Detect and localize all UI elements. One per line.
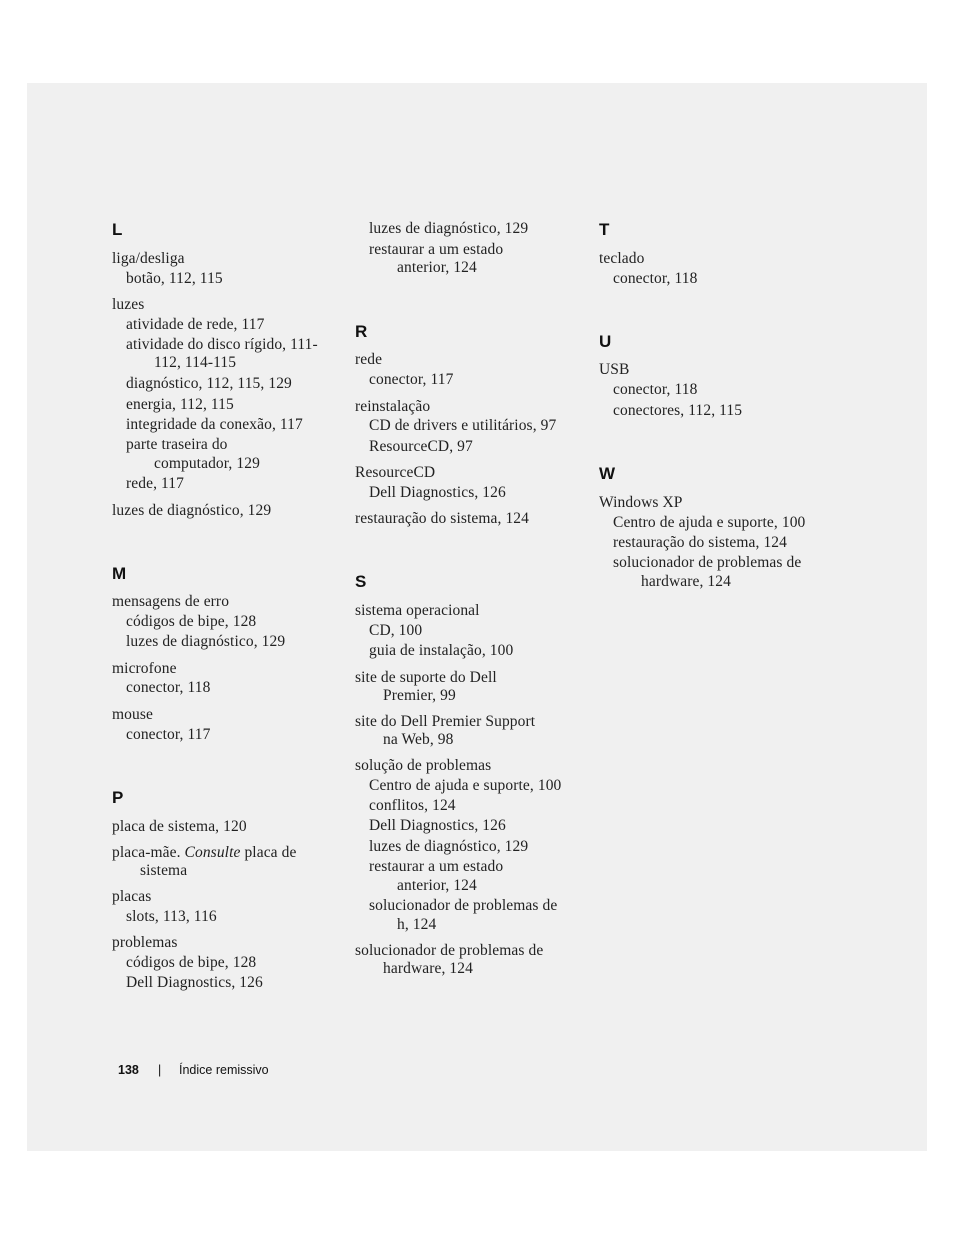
index-entry-resourcecd: ResourceCD	[355, 464, 436, 481]
index-subentry-restaurar-cont: anterior, 124	[397, 259, 477, 276]
consulte-label: Consulte	[184, 844, 241, 861]
index-entry-solucionador-hardware: solucionador de problemas de	[355, 942, 544, 959]
index-subentry-usb-conectores: conectores, 112, 115	[613, 402, 743, 419]
index-entry-usb: USB	[599, 361, 630, 378]
index-subentry-usb-conector: conector, 118	[613, 381, 698, 398]
index-entry-placa-mae	[112, 844, 296, 862]
index-subentry-microfone-conector: conector, 118	[126, 679, 211, 696]
section-letter-u: U	[599, 332, 612, 351]
index-subentry-guia: guia de instalação, 100	[369, 642, 514, 659]
index-entry-site-premier: site do Dell Premier Support	[355, 713, 536, 730]
index-subentry-restaurar: restaurar a um estado	[369, 241, 504, 258]
index-subentry-parte-traseira: parte traseira do	[126, 436, 228, 453]
index-entry-solucionador-hardware-cont: hardware, 124	[383, 960, 473, 977]
index-subentry-resourcecd: ResourceCD, 97	[369, 438, 473, 455]
index-subentry-cd-drivers: CD de drivers e utilitários, 97	[369, 417, 557, 434]
index-subentry-codigos-bipe: códigos de bipe, 128	[126, 613, 257, 630]
index-entry-site-suporte-cont: Premier, 99	[383, 687, 456, 704]
index-subentry-dell-diagnostics: Dell Diagnostics, 126	[126, 974, 263, 991]
section-letter-s: S	[355, 572, 367, 591]
footer-title: Índice remissivo	[179, 1063, 269, 1077]
index-entry-microfone: microfone	[112, 660, 177, 677]
index-entry-placa-mae-cont: sistema	[140, 862, 188, 879]
index-subentry-energia: energia, 112, 115	[126, 396, 234, 413]
index-subentry-luzes-diagnostico: luzes de diagnóstico, 129	[369, 838, 529, 855]
index-entry-reinstalacao: reinstalação	[355, 398, 431, 415]
index-subentry-solucionador: solucionador de problemas de	[613, 554, 802, 571]
index-entry-site-premier-cont: na Web, 98	[383, 731, 454, 748]
index-subentry-atividade-disco: atividade do disco rígido, 111-	[126, 336, 318, 353]
index-subentry-dell-diagnostics: Dell Diagnostics, 126	[369, 484, 506, 501]
index-subentry-centro-ajuda: Centro de ajuda e suporte, 100	[369, 777, 562, 794]
index-subentry-codigos-bipe: códigos de bipe, 128	[126, 954, 257, 971]
index-subentry-solucionador-cont: h, 124	[397, 916, 437, 933]
index-subentry-slots: slots, 113, 116	[126, 908, 217, 925]
index-subentry-conflitos: conflitos, 124	[369, 797, 456, 814]
index-subentry-solucionador: solucionador de problemas de	[369, 897, 558, 914]
index-entry-teclado: teclado	[599, 250, 645, 267]
index-subentry-rede-conector: conector, 117	[369, 371, 454, 388]
section-letter-m: M	[112, 564, 127, 583]
index-entry-sistema-operacional: sistema operacional	[355, 602, 480, 619]
section-letter-t: T	[599, 220, 610, 239]
index-entry-placa-sistema: placa de sistema, 120	[112, 818, 247, 835]
index-subentry-parte-traseira-cont: computador, 129	[154, 455, 260, 472]
index-entry-rede: rede	[355, 351, 383, 368]
section-letter-w: W	[599, 464, 616, 483]
index-entry-windows-xp: Windows XP	[599, 494, 683, 511]
index-subentry-rede: rede, 117	[126, 475, 184, 492]
index-entry-solucao: solução de problemas	[355, 757, 492, 774]
index-subentry-integridade: integridade da conexão, 117	[126, 416, 303, 433]
index-subentry-luzes-diagnostico: luzes de diagnóstico, 129	[369, 220, 529, 237]
index-entry-liga-desliga: liga/desliga	[112, 250, 185, 267]
index-subentry-luzes-diagnostico: luzes de diagnóstico, 129	[126, 633, 286, 650]
index-subentry-centro-ajuda: Centro de ajuda e suporte, 100	[613, 514, 806, 531]
footer-separator: |	[158, 1063, 162, 1077]
index-subentry-atividade-rede: atividade de rede, 117	[126, 316, 265, 333]
placa-mae-reference: placa de	[244, 844, 297, 861]
index-entry-luzes-diagnostico: luzes de diagnóstico, 129	[112, 502, 272, 519]
index-subentry-solucionador-cont: hardware, 124	[641, 573, 731, 590]
index-entry-mouse: mouse	[112, 706, 153, 723]
index-entry-luzes: luzes	[112, 296, 145, 313]
index-subentry-restaurar: restaurar a um estado	[369, 858, 504, 875]
section-letter-l: L	[112, 220, 123, 239]
section-letter-p: P	[112, 788, 124, 807]
index-subentry-dell-diagnostics: Dell Diagnostics, 126	[369, 817, 506, 834]
index-subentry-teclado-conector: conector, 118	[613, 270, 698, 287]
index-entry-site-suporte: site de suporte do Dell	[355, 669, 497, 686]
index-subentry-botao: botão, 112, 115	[126, 270, 223, 287]
index-subentry-diagnostico: diagnóstico, 112, 115, 129	[126, 375, 292, 392]
index-entry-problemas: problemas	[112, 934, 178, 951]
index-subentry-cd: CD, 100	[369, 622, 423, 639]
index-entry-placas: placas	[112, 888, 152, 905]
page-number: 138	[118, 1063, 139, 1077]
index-entry-mensagens: mensagens de erro	[112, 593, 230, 610]
index-subentry-restauracao: restauração do sistema, 124	[613, 534, 788, 551]
index-entry-restauracao: restauração do sistema, 124	[355, 510, 530, 527]
index-subentry-restaurar-cont: anterior, 124	[397, 877, 477, 894]
placa-mae-term: placa-mãe.	[112, 844, 181, 861]
section-letter-r: R	[355, 322, 368, 341]
index-subentry-mouse-conector: conector, 117	[126, 726, 211, 743]
index-subentry-atividade-disco-cont: 112, 114-115	[154, 354, 237, 371]
